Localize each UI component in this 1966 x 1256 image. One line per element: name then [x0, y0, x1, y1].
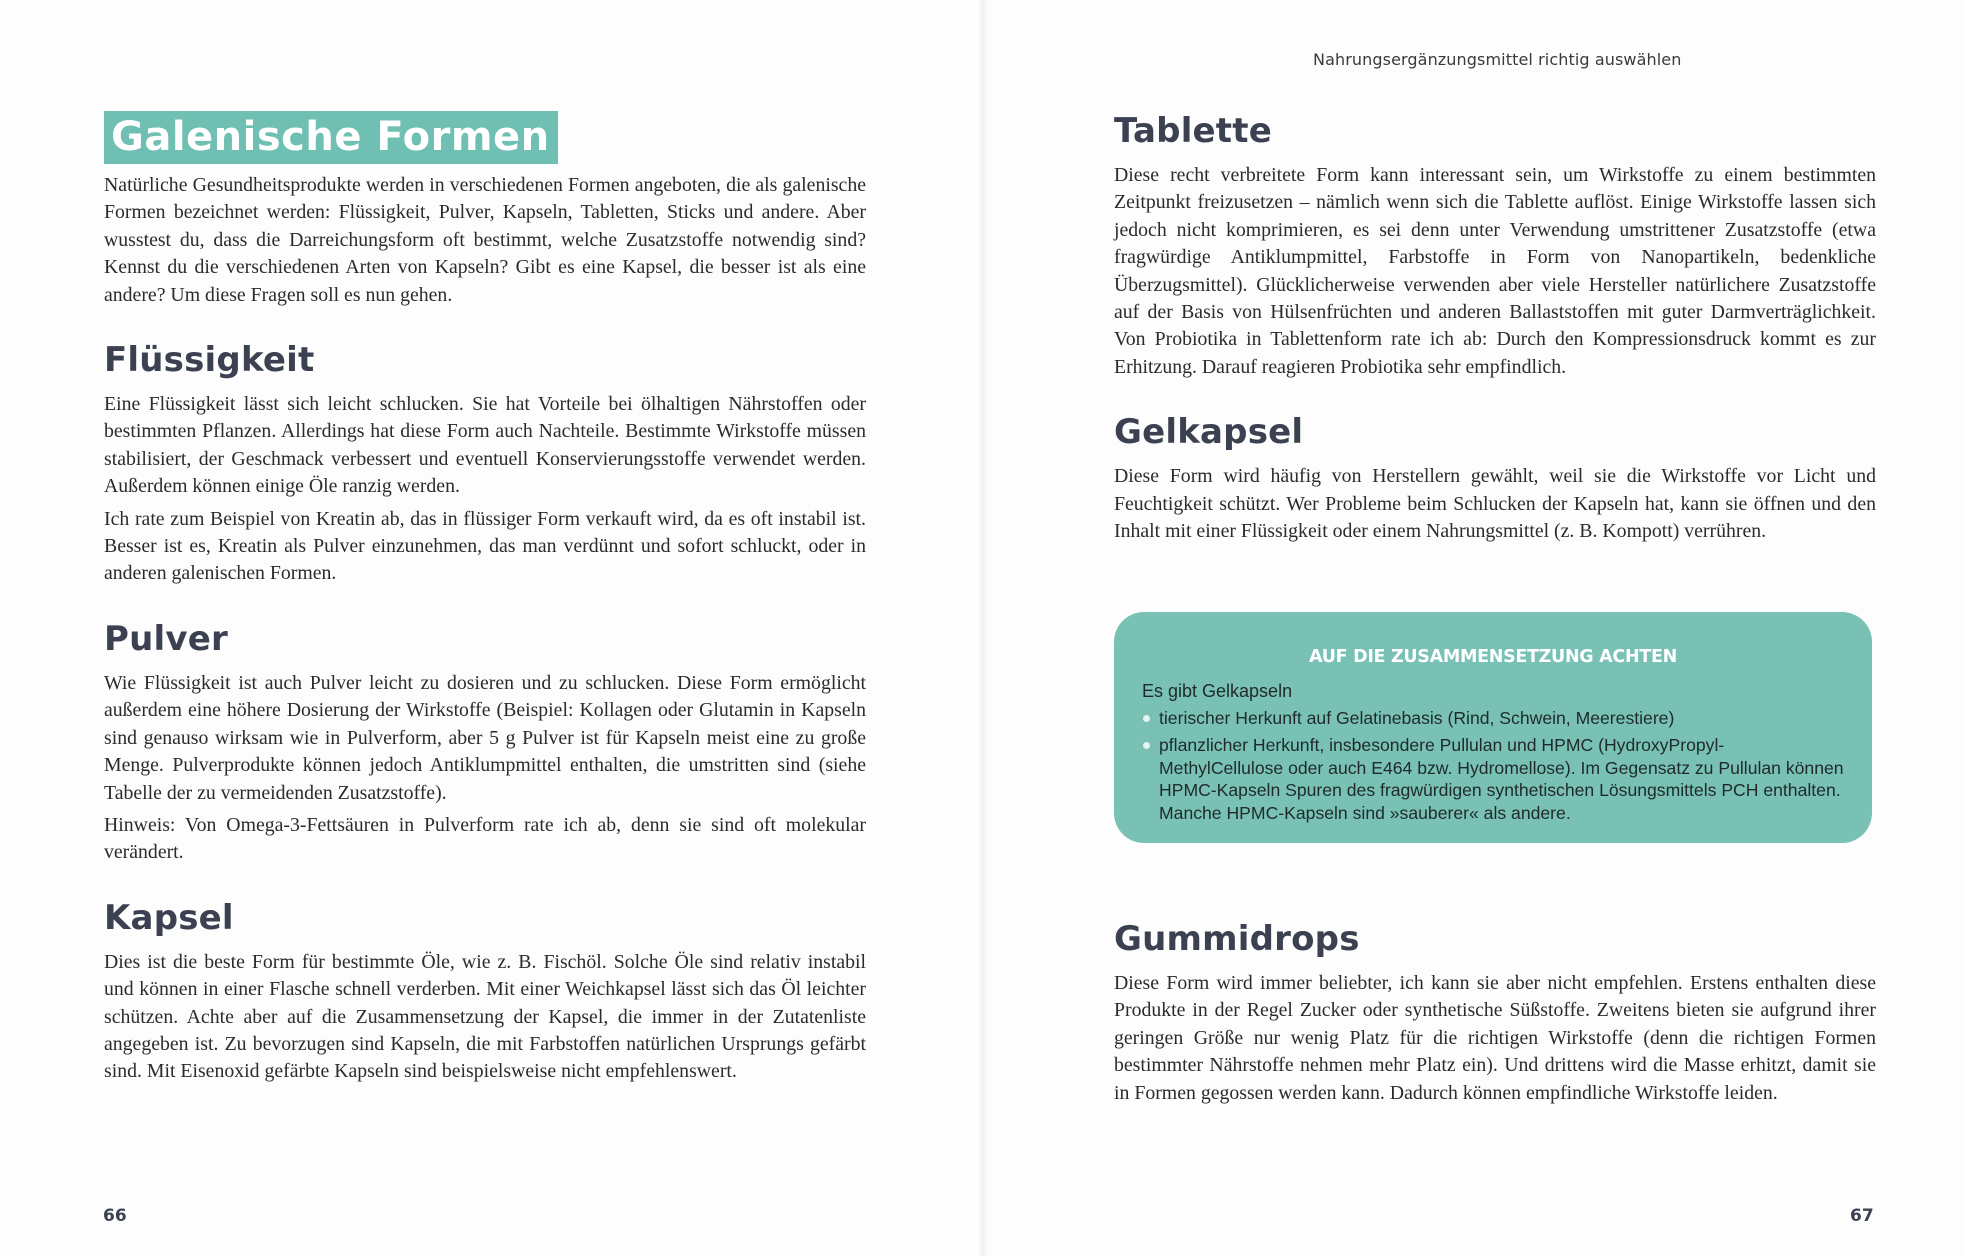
section-heading: Gelkapsel [1114, 412, 1304, 453]
body-paragraph: Ich rate zum Beispiel von Kreatin ab, das in flüssiger Form verkauft wird, da es oft instabil ist. Besser ist es, Kreatin als Pulver einzunehmen, das man verdünnt und sofort schluckt, oder in anderen galenischen Formen. [104, 507, 866, 585]
callout-list-item [1142, 734, 1844, 825]
body-paragraph: Diese Form wird häufig von Herstellern gewählt, weil sie die Wirkstoffe vor Licht und Feuchtigkeit schützt. Wer Probleme beim Schlucken der Kapseln hat, kann sie öffnen und den Inhalt mit einer Flüssigkeit oder einem Nahrungsmittel (z. B. Kompott) verrühren. [1114, 465, 1876, 543]
section-kapsel [104, 897, 866, 1086]
body-paragraph: Hinweis: Von Omega-3-Fettsäuren in Pulverform rate ich ab, denn sie sind oft molekular verändert. [104, 813, 866, 864]
running-header: Nahrungsergänzungsmittel richtig auswählen [1313, 50, 1682, 69]
left-column [104, 110, 866, 1086]
callout-title: AUF DIE ZUSAMMENSETZUNG ACHTEN [1309, 647, 1677, 667]
callout-item-text: pflanzlicher Herkunft, insbesondere Pullulan und HPMC (HydroxyPropyl-MethylCellulose oder auch E464 bzw. Hydromellose). Im Gegensatz zu Pullulan können HPMC-Kapseln Spuren des fragwürdigen synthetischen Lösungsmittels PCH enthalten. Manche HPMC-Kapseln sind »sauberer« als andere. [1159, 734, 1844, 824]
bullet-icon [1143, 715, 1150, 722]
section-heading: Flüssigkeit [104, 340, 315, 381]
page-number-left: 66 [103, 1206, 127, 1226]
body-paragraph: Wie Flüssigkeit ist auch Pulver leicht zu dosieren und zu schlucken. Diese Form ermöglicht außerdem eine höhere Dosierung der Wirkstoffe (Beispiel: Kollagen oder Glutamin in Kapseln sind genauso wirksam wie in Pulverform, aber 5 g Pulver ist für Kapseln meist eine zu große Menge. Pulverprodukte können jedoch Antiklumpmittel enthalten, die umstritten sind (siehe Tabelle der zu vermeidenden Zusatzstoffe). [104, 671, 866, 804]
body-paragraph: Eine Flüssigkeit lässt sich leicht schlucken. Sie hat Vorteile bei ölhaltigen Nährstoffen oder bestimmten Pflanzen. Allerdings hat diese Form auch Nachteile. Bestimmte Wirkstoffe müssen stabilisiert, der Geschmack verbessert und eventuell Konservierungsstoffe verwendet werden. Außerdem können einige Öle ranzig werden. [104, 393, 866, 498]
chapter-title: Galenische Formen [104, 111, 558, 164]
section-gummidrops [1114, 918, 1876, 1107]
callout-intro: Es gibt Gelkapseln [1142, 681, 1293, 701]
body-paragraph: Diese Form wird immer beliebter, ich kann sie aber nicht empfehlen. Erstens enthalten diese Produkte in der Regel Zucker oder synthetische Süßstoffe. Zweitens bieten sie aufgrund ihrer geringen Größe nur wenig Platz für die richtigen Wirkstoffe (denn die richtigen Formen bestimmter Nährstoffe nehmen mehr Platz ein). Und drittens wird die Masse erhitzt, damit sie in Formen gegossen werden kann. Dadurch können empfindliche Wirkstoffe leiden. [1114, 972, 1876, 1104]
page-number-right: 67 [1850, 1206, 1874, 1226]
book-gutter [978, 0, 988, 1256]
body-paragraph: Dies ist die beste Form für bestimmte Öle, wie z. B. Fischöl. Solche Öle sind relativ instabil und können in einer Flasche schnell verderben. Mit einer Weichkapsel lässt sich das Öl leichter schützen. Achte aber auf die Zusammensetzung der Kapsel, die immer in der Zutatenliste angegeben ist. Zu bevorzugen sind Kapseln, die mit Farbstoffen natürlichen Ursprungs gefärbt sind. Mit Eisenoxid gefärbte Kapseln sind beispielsweise nicht empfehlenswert. [104, 950, 866, 1083]
callout-list [1142, 707, 1844, 825]
section-heading: Kapsel [104, 897, 234, 938]
body-paragraph: Diese recht verbreitete Form kann interessant sein, um Wirkstoffe zu einem bestimmten Zeitpunkt freizusetzen – nämlich wenn sich die Tablette auflöst. Einige Wirkstoffe lassen sich jedoch nicht komprimieren, es sei denn unter Verwendung umstrittener Zusatzstoffe (etwa fragwürdige Antiklumpmittel, Farbstoffe in Form von Nanopartikeln, bedenkliche Überzugsmittel). Glücklicherweise verwenden aber viele Hersteller natürlichere Zusatzstoffe auf der Basis von Hülsenfrüchten und anderen Ballaststoffen mit guter Darmverträglichkeit. Von Probiotika in Tablettenform rate ich ab: Durch den Kompressionsdruck kommt es zur Erhitzung. Darauf reagieren Probiotika sehr empfindlich. [1114, 164, 1876, 378]
section-heading: Tablette [1114, 111, 1272, 151]
callout-list-item [1142, 707, 1844, 730]
section-gelkapsel [1114, 411, 1876, 545]
section-heading: Gummidrops [1114, 919, 1360, 959]
intro-paragraph: Natürliche Gesundheitsprodukte werden in verschiedenen Formen angeboten, die als galenische Formen bezeichnet werden: Flüssigkeit, Pulver, Kapseln, Tabletten, Sticks und andere. Aber wusstest du, dass die Darreichungsform oft bestimmt, welche Zusatzstoffe notwendig sind? Kennst du die verschiedenen Arten von Kapseln? Gibt es eine Kapsel, die besser ist als eine andere? Um diese Fragen soll es nun gehen. [104, 174, 866, 306]
section-heading: Pulver [104, 618, 228, 659]
section-tablette [1114, 110, 1876, 381]
bullet-icon [1143, 742, 1150, 749]
right-column [1114, 110, 1876, 545]
section-fluessigkeit [104, 339, 866, 588]
callout-item-text: tierischer Herkunft auf Gelatinebasis (Rind, Schwein, Meerestiere) [1159, 708, 1675, 728]
section-pulver [104, 618, 866, 867]
callout-box [1114, 612, 1872, 843]
